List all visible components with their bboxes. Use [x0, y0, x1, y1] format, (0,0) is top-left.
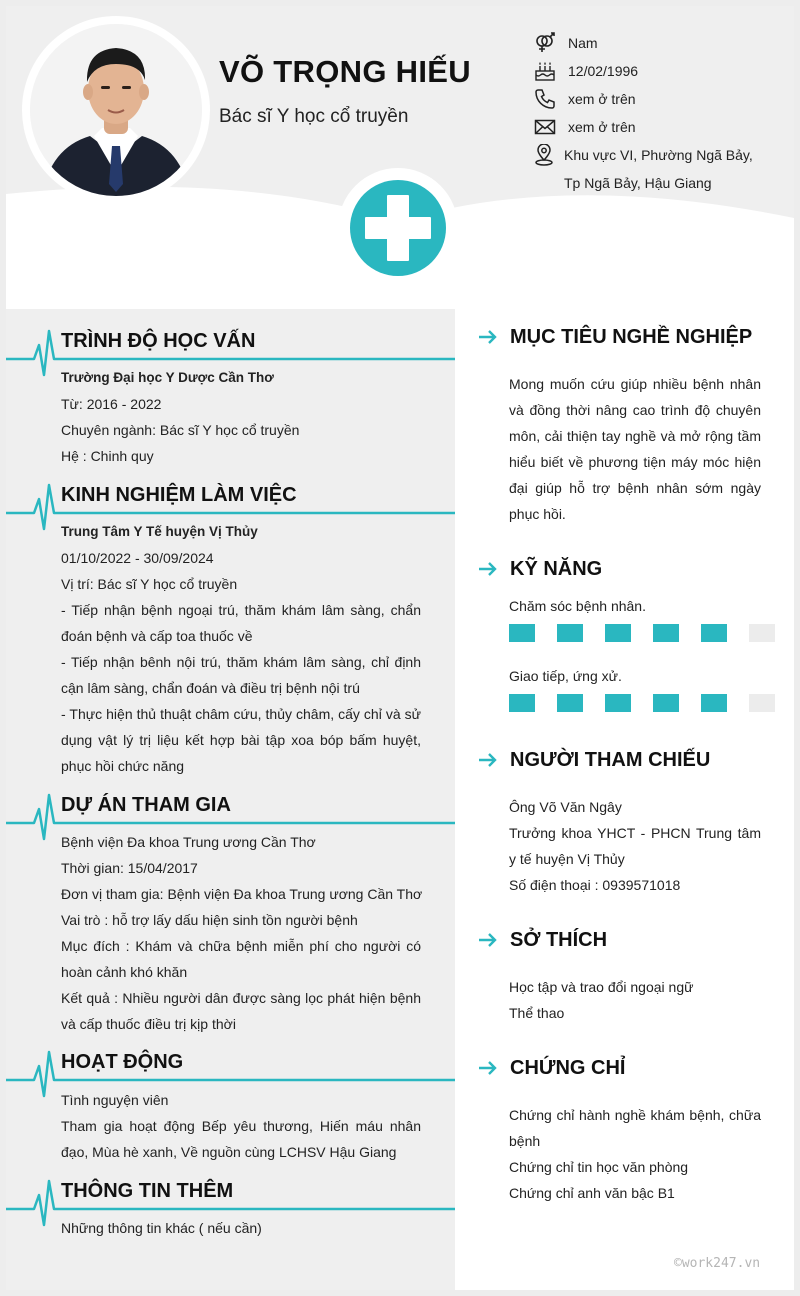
education-type: Hệ : Chinh quy	[61, 448, 154, 464]
envelope-icon	[534, 116, 560, 138]
experience-duty-3: - Thực hiện thủ thuật châm cứu, thủy châm, cấy chỉ và sử dụng vật lý trị liệu kết hợp bài tập xoa bóp bấm huyệt, phục hồi chức năng	[61, 706, 421, 774]
activity-details: Tham gia hoạt động Bếp yêu thương, Hiến máu nhân đạo, Mùa hè xanh, Về nguồn cùng LCHSV Hậu Giang	[61, 1118, 421, 1160]
experience-heading: KINH NGHIỆM LÀM VIỆC	[6, 477, 455, 521]
reference-phone: Số điện thoại : 0939571018	[509, 877, 681, 893]
objective-text: Mong muốn cứu giúp nhiều bệnh nhân và đồng thời nâng cao trình độ chuyên môn, cải thiện tay nghề và mở rộng tầm hiểu biết về phương tiện máy móc hiện đại giúp hỗ trợ bệnh nhân sớm ngày phục hồi.	[509, 376, 761, 522]
activities-heading: HOẠT ĐỘNG	[6, 1044, 455, 1088]
skills-heading: KỸ NĂNG	[478, 554, 602, 584]
experience-duty-2: - Tiếp nhận bênh nội trú, thăm khám lâm sàng, chỉ định cận lâm sàng, chẩn đoán và điều trị bệnh nội trú	[61, 654, 421, 696]
skill-level-block	[605, 624, 631, 642]
phone-icon	[534, 88, 560, 110]
additional-heading: THÔNG TIN THÊM	[6, 1173, 455, 1217]
medical-badge	[350, 180, 446, 276]
additional-info: Những thông tin khác ( nếu cần)	[61, 1220, 262, 1236]
references-heading: NGƯỜI THAM CHIẾU	[478, 745, 710, 775]
certificates-heading: CHỨNG CHỈ	[478, 1053, 625, 1083]
contact-email: xem ở trên	[534, 116, 636, 141]
contact-gender: Nam	[534, 32, 598, 57]
project-purpose: Mục đích : Khám và chữa bệnh miễn phí cho người có hoàn cảnh khó khăn	[61, 938, 421, 980]
experience-company: Trung Tâm Y Tế huyện Vị Thủy	[61, 524, 258, 539]
contact-address	[534, 144, 753, 197]
skill-level-block	[701, 694, 727, 712]
certificate-2: Chứng chỉ tin học văn phòng	[509, 1159, 689, 1175]
birthday-cake-icon	[534, 60, 560, 82]
reference-name: Ông Võ Văn Ngây	[509, 799, 622, 815]
medical-cross-icon	[350, 180, 446, 276]
skill-level-block	[509, 694, 535, 712]
education-major: Chuyên ngành: Bác sĩ Y học cổ truyền	[61, 422, 300, 438]
hobby-2: Thể thao	[509, 1005, 565, 1021]
experience-position: Vị trí: Bác sĩ Y học cổ truyền	[61, 576, 238, 592]
skill-level-block	[749, 624, 775, 642]
cv-page	[6, 6, 794, 1290]
person-portrait-icon	[30, 24, 202, 196]
arrow-right-icon	[478, 561, 498, 577]
education-heading: TRÌNH ĐỘ HỌC VẤN	[6, 323, 455, 367]
skill-level-block	[605, 694, 631, 712]
skill-level-block	[653, 694, 679, 712]
skill-level-block	[701, 624, 727, 642]
address-line-1: Khu vực VI, Phường Ngã Bảy,	[564, 147, 753, 163]
skill-level-block	[557, 624, 583, 642]
certificate-1: Chứng chỉ hành nghề khám bệnh, chữa bệnh	[509, 1107, 761, 1149]
skill-level-block	[509, 624, 535, 642]
skill-name-1: Chăm sóc bệnh nhân.	[509, 598, 646, 614]
arrow-right-icon	[478, 932, 498, 948]
skill-level-1	[509, 624, 775, 642]
skill-name-2: Giao tiếp, ứng xử.	[509, 668, 622, 684]
education-school: Trường Đại học Y Dược Cần Thơ	[61, 370, 274, 385]
certificate-3: Chứng chỉ anh văn bậc B1	[509, 1185, 675, 1201]
arrow-right-icon	[478, 1060, 498, 1076]
address-line-2: Tp Ngã Bảy, Hậu Giang	[564, 175, 712, 191]
gender-icon	[534, 32, 560, 54]
education-period: Từ: 2016 - 2022	[61, 396, 162, 412]
skill-level-2	[509, 694, 775, 712]
project-name: Bệnh viện Đa khoa Trung ương Cần Thơ	[61, 834, 316, 850]
profile-photo	[30, 24, 202, 196]
project-time: Thời gian: 15/04/2017	[61, 860, 198, 876]
arrow-right-icon	[478, 752, 498, 768]
project-unit: Đơn vị tham gia: Bệnh viện Đa khoa Trung ương Cần Thơ	[61, 886, 423, 902]
arrow-right-icon	[478, 329, 498, 345]
objective-heading: MỤC TIÊU NGHỀ NGHIỆP	[478, 322, 752, 352]
location-pin-icon	[534, 144, 556, 166]
reference-position: Trưởng khoa YHCT - PHCN Trung tâm y tế huyện Vị Thủy	[509, 825, 761, 867]
skill-level-block	[749, 694, 775, 712]
contact-phone: xem ở trên	[534, 88, 636, 113]
skill-level-block	[557, 694, 583, 712]
skill-level-block	[653, 624, 679, 642]
activity-volunteer: Tình nguyện viên	[61, 1092, 169, 1108]
job-title: Bác sĩ Y học cổ truyền	[219, 106, 409, 127]
experience-duty-1: - Tiếp nhận bệnh ngoại trú, thăm khám lâm sàng, chẩn đoán bệnh và cấp toa thuốc về	[61, 602, 421, 644]
project-role: Vai trò : hỗ trợ lấy dấu hiện sinh tồn người bệnh	[61, 912, 358, 928]
project-result: Kết quả : Nhiều người dân được sàng lọc phát hiện bệnh và cấp thuốc điều trị kịp thời	[61, 990, 421, 1032]
projects-heading: DỰ ÁN THAM GIA	[6, 787, 455, 831]
experience-period: 01/10/2022 - 30/09/2024	[61, 550, 214, 566]
contact-birthday: 12/02/1996	[534, 60, 638, 85]
hobbies-heading: SỞ THÍCH	[478, 925, 607, 955]
watermark: ©work247.vn	[674, 1256, 761, 1271]
hobby-1: Học tập và trao đổi ngoại ngữ	[509, 979, 694, 995]
candidate-name: VÕ TRỌNG HIẾU	[219, 54, 471, 89]
